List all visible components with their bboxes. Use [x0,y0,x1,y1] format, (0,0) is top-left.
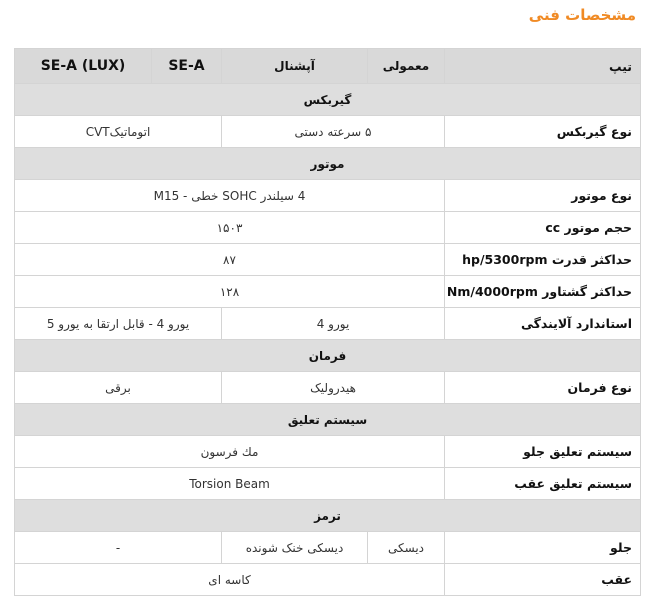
row-label-front-suspension: سیستم تعلیق جلو [445,436,641,468]
row-label-front-brake: جلو [445,532,641,564]
section-title-suspension: سیستم تعلیق [15,404,641,436]
row-label-engine-type: نوع موتور [445,180,641,212]
cell-steering-hydraulic: هیدرولیک [222,372,445,404]
cell-emission-se: یورو 4 - قابل ارتقا به یورو 5 [15,308,222,340]
cell-front-suspension: مك فرسون [15,436,445,468]
page-title: مشخصات فنی [528,6,636,24]
cell-gearbox-auto: اتوماتیکCVT [15,116,222,148]
cell-rear-suspension: Torsion Beam [15,468,445,500]
table-row [15,468,641,500]
table-row [15,308,641,340]
section-title-gearbox: گیربکس [15,84,641,116]
table-row [15,116,641,148]
cell-steering-electric: برقی [15,372,222,404]
cell-emission-basic: یورو 4 [222,308,445,340]
header-trim-basic: معمولی [368,49,445,84]
table-row [15,564,641,596]
table-header-row [15,49,641,84]
cell-gearbox-manual: ۵ سرعته دستی [222,116,445,148]
spec-table [14,48,641,596]
section-title-steering: فرمان [15,340,641,372]
row-label-emission: استاندارد آلایندگی [445,308,641,340]
section-row-brakes [15,500,641,532]
header-type-label: تیپ [445,49,641,84]
section-title-engine: موتور [15,148,641,180]
section-title-brakes: ترمز [15,500,641,532]
table-row [15,212,641,244]
cell-displacement: ۱۵۰۳ [15,212,445,244]
row-label-rear-suspension: سیستم تعلیق عقب [445,468,641,500]
row-label-steering-type: نوع فرمان [445,372,641,404]
header-trim-se-a-lux: SE-A (LUX) [15,49,152,84]
cell-front-brake-optional: دیسکی خنک شونده [222,532,368,564]
row-label-max-power: حداکثر قدرت hp/5300rpm [445,244,641,276]
row-label-max-torque: حداکثر گشتاور Nm/4000rpm [445,276,641,308]
section-row-gearbox [15,84,641,116]
header-trim-optional: آپشنال [222,49,368,84]
row-label-displacement: حجم موتور cc [445,212,641,244]
table-row [15,180,641,212]
row-label-gearbox-type: نوع گیربکس [445,116,641,148]
table-row [15,436,641,468]
cell-front-brake-se: - [15,532,222,564]
cell-engine-type: 4 سیلندر SOHC خطی - M15 [15,180,445,212]
cell-rear-brake: کاسه ای [15,564,445,596]
cell-max-power: ۸۷ [15,244,445,276]
cell-front-brake-basic: دیسکی [368,532,445,564]
table-row [15,532,641,564]
cell-max-torque: ۱۲۸ [15,276,445,308]
section-row-engine [15,148,641,180]
table-row [15,244,641,276]
header-trim-se-a: SE-A [152,49,222,84]
row-label-rear-brake: عقب [445,564,641,596]
section-row-suspension [15,404,641,436]
section-row-steering [15,340,641,372]
table-row [15,276,641,308]
table-row [15,372,641,404]
